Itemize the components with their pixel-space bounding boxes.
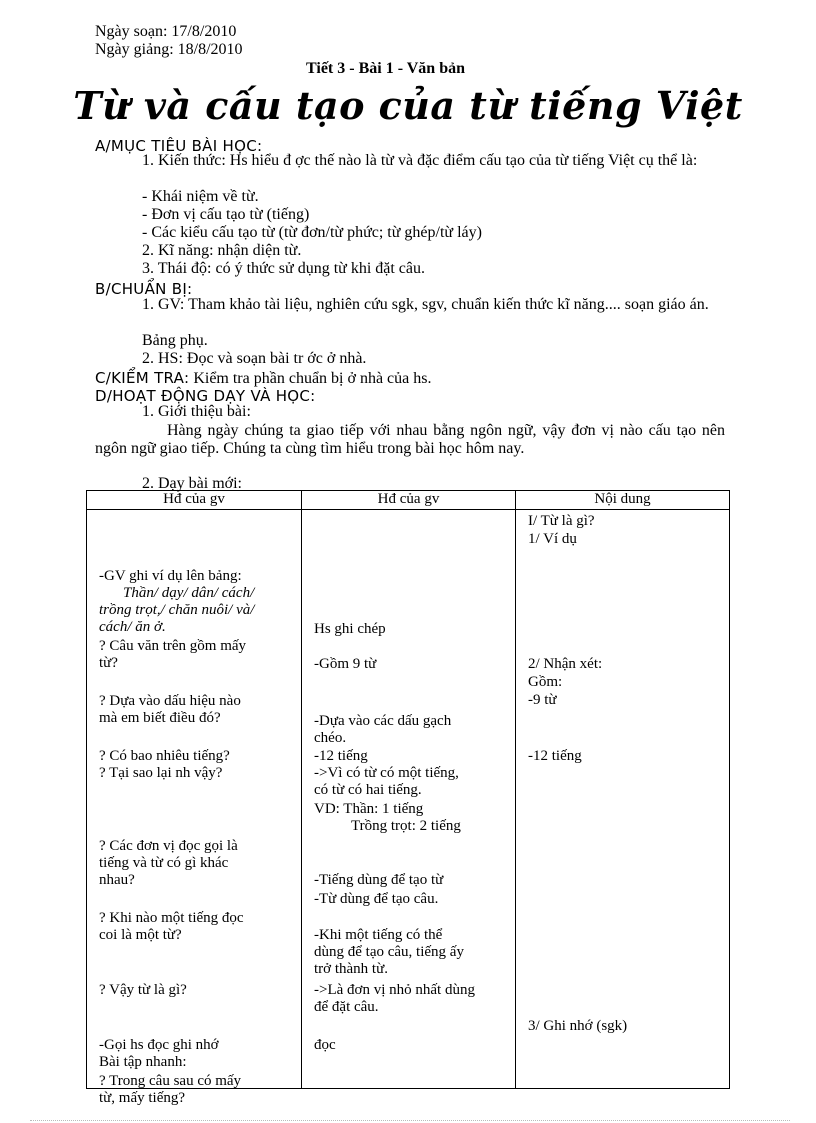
page-title: Từ và cấu tạo của từ tiếng Việt <box>73 83 743 128</box>
date-block <box>95 23 243 59</box>
section-a-item: - Đơn vị cấu tạo từ (tiếng) <box>142 206 310 223</box>
cell-line: Thần/ dạy/ dân/ cách/ <box>123 585 255 601</box>
date-prepared: Ngày soạn: 17/8/2010 <box>95 23 237 40</box>
cell-line: ? Khi nào một tiếng đọc <box>99 910 244 926</box>
table-row <box>87 510 730 1089</box>
section-b-heading: B/CHUẨN BỊ: <box>95 280 193 298</box>
column-header: Hđ của gv <box>302 491 516 510</box>
cell-line: -9 từ <box>528 692 557 708</box>
cell-line: -GV ghi ví dụ lên bảng: <box>99 568 242 584</box>
section-c <box>95 369 431 388</box>
section-d-heading: D/HOẠT ĐỘNG DẠY VÀ HỌC: <box>95 387 316 405</box>
column-header: Hđ của gv <box>87 491 302 510</box>
cell-line: trồng trọt,/ chăn nuôi/ và/ <box>99 602 255 618</box>
cell-line: coi là một từ? <box>99 927 182 943</box>
cell-line: ? Tại sao lại nh vậy? <box>99 765 223 781</box>
column-header: Nội dung <box>516 491 730 510</box>
cell-line: -Tiếng dùng để tạo từ <box>314 872 444 888</box>
section-b-board: Bảng phụ. <box>142 332 208 349</box>
cell-line: nhau? <box>99 872 135 888</box>
section-c-text: Kiểm tra phần chuẩn bị ở nhà của hs. <box>193 370 432 387</box>
cell-line: tiếng và từ có gì khác <box>99 855 229 871</box>
section-a-knowledge: 1. Kiến thức: Hs hiểu đ ợc thế nào là từ và đặc điểm cấu tạo của từ tiếng Việt cụ thể là: <box>142 152 698 169</box>
section-b-hs: 2. HS: Đọc và soạn bài tr ớc ở nhà. <box>142 350 367 367</box>
cell-line: I/ Từ là gì? <box>528 513 595 529</box>
cell-line: VD: Thần: 1 tiếng <box>314 801 424 817</box>
date-taught: Ngày giảng: 18/8/2010 <box>95 41 243 58</box>
section-a-attitude: 3. Thái độ: có ý thức sử dụng từ khi đặt câu. <box>142 260 426 277</box>
cell-line: đọc <box>314 1037 336 1053</box>
intro-label: 1. Giới thiệu bài: <box>142 403 251 420</box>
intro-text: Hàng ngày chúng ta giao tiếp với nhau bằng ngôn ngữ, vậy đơn vị nào cấu tạo nên ngôn ngữ giao tiếp. Chúng ta cùng tìm hiểu trong bài học hôm nay. <box>95 422 725 457</box>
cell-line: cách/ ăn ở. <box>99 619 166 635</box>
cell-line: -Khi một tiếng có thể <box>314 927 443 943</box>
section-c-heading: C/KIỂM TRA: <box>95 369 190 387</box>
cell-line: ? Dựa vào dấu hiệu nào <box>99 693 241 709</box>
cell-line: -Gồm 9 từ <box>314 656 377 672</box>
cell-line: 1/ Ví dụ <box>528 531 577 547</box>
section-a-heading: A/MỤC TIÊU BÀI HỌC: <box>95 137 263 155</box>
cell-line: ? Có bao nhiêu tiếng? <box>99 748 230 764</box>
cell-line: -12 tiếng <box>314 748 368 764</box>
cell-line: -Dựa vào các dấu gạch <box>314 713 452 729</box>
cell-line: -12 tiếng <box>528 748 582 764</box>
table-header-row <box>87 491 730 510</box>
lesson-line: Tiết 3 - Bài 1 - Văn bản <box>306 60 465 77</box>
cell-line: Trồng trọt: 2 tiếng <box>351 818 461 834</box>
cell-line: -Gọi hs đọc ghi nhớ <box>99 1037 219 1053</box>
cell-line: từ? <box>99 655 118 671</box>
section-a-item: - Các kiểu cấu tạo từ (từ đơn/từ phức; từ ghép/từ láy) <box>142 224 482 241</box>
cell-line: dùng để tạo câu, tiếng ấy <box>314 944 464 960</box>
cell-line: 2/ Nhận xét: <box>528 656 603 672</box>
cell-line: Bài tập nhanh: <box>99 1054 187 1070</box>
cell-line: -Từ dùng để tạo câu. <box>314 891 439 907</box>
cell-line: 3/ Ghi nhớ (sgk) <box>528 1018 628 1034</box>
cell-line: chéo. <box>314 730 347 746</box>
section-a-item: - Khái niệm về từ. <box>142 188 259 205</box>
section-a-skill: 2. Kĩ năng: nhận diện từ. <box>142 242 302 259</box>
cell-line: ? Câu văn trên gồm mấy <box>99 638 247 654</box>
cell-line: trở thành từ. <box>314 961 388 977</box>
activity-table <box>86 490 730 1106</box>
section-b-gv: 1. GV: Tham khảo tài liệu, nghiên cứu sgk, sgv, chuẩn kiến thức kĩ năng.... soạn giáo án. <box>142 296 709 313</box>
cell-line: ? Vậy từ là gì? <box>99 982 187 998</box>
cell-line: từ, mấy tiếng? <box>99 1090 186 1106</box>
cell-line: để đặt câu. <box>314 999 379 1015</box>
content-cell <box>516 510 730 1089</box>
student-activity-cell <box>302 510 516 1089</box>
cell-line: Hs ghi chép <box>314 621 386 637</box>
cell-line: ->Vì có từ có một tiếng, <box>314 765 459 781</box>
cell-line: mà em biết điều đó? <box>99 710 221 726</box>
cell-line: có từ có hai tiếng. <box>314 782 422 798</box>
cell-line: ->Là đơn vị nhỏ nhất dùng <box>314 982 475 998</box>
new-lesson-label: 2. Dạy bài mới: <box>142 475 242 492</box>
teacher-activity-cell <box>87 510 302 1106</box>
cell-line: ? Các đơn vị đọc gọi là <box>99 838 238 854</box>
cell-line: Gồm: <box>528 674 563 690</box>
page-footer-rule <box>30 1120 790 1121</box>
cell-line: ? Trong câu sau có mấy <box>99 1073 242 1089</box>
